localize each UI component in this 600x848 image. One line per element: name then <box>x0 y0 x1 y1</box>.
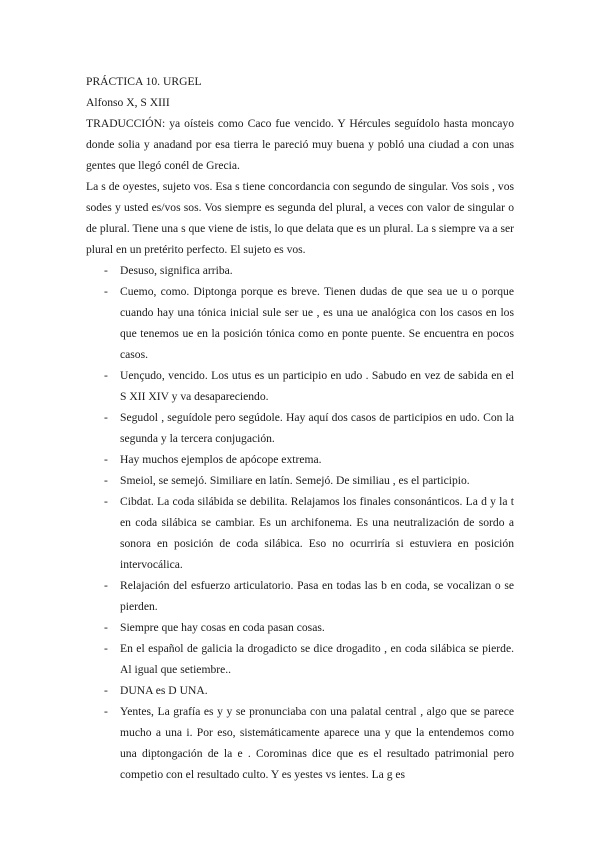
list-item-text: Desuso, significa arriba. <box>120 264 233 277</box>
bullet-dash: - <box>104 285 108 298</box>
list-item <box>86 470 514 491</box>
list-item-text: DUNA es D UNA. <box>120 684 208 697</box>
bullet-dash: - <box>104 684 108 697</box>
bullet-dash: - <box>104 474 108 487</box>
bullet-dash: - <box>104 264 108 277</box>
list-item <box>86 365 514 407</box>
list-item-text: Cuemo, como. Diptonga porque es breve. Tienen dudas de que sea ue u o porque cuando hay una tónica inicial sule ser ue , es una ue analógica con los casos en los que tenemos ue en la posición tónica como en ponte puente. Se encuentra en pocos casos. <box>120 285 514 361</box>
list-item-text: Smeiol, se semejó. Similiare en latín. Semejó. De similiau , es el participio. <box>120 474 470 487</box>
document-title: PRÁCTICA 10. URGEL <box>86 75 202 88</box>
list-item <box>86 281 514 365</box>
list-item <box>86 638 514 680</box>
list-item-text: Relajación del esfuerzo articulatorio. Pasa en todas las b en coda, se vocalizan o se pierden. <box>120 579 514 613</box>
list-item-text: Hay muchos ejemplos de apócope extrema. <box>120 453 322 466</box>
intro-paragraph: La s de oyestes, sujeto vos. Esa s tiene concordancia con segundo de singular. Vos sois , vos sodes y usted es/vos sos. Vos siempre es segunda del plural, a veces con valor de singular o de plural. Tiene una s que viene de istis, lo que delata que es un plural. La s siempre va a ser plural en un pretérito perfecto. El sujeto es vos. <box>86 180 514 256</box>
list-item <box>86 701 514 785</box>
list-item <box>86 575 514 617</box>
list-item-text: Segudol , seguídole pero segúdole. Hay aquí dos casos de participios en udo. Con la segunda y la tercera conjugación. <box>120 411 514 445</box>
list-item <box>86 491 514 575</box>
list-item-text: Cibdat. La coda silábida se debilita. Relajamos los finales consonánticos. La d y la t en coda silábica se cambiar. Es un archifonema. Es una neutralización de sordo a sonora en posición de coda silábica. Eso no ocurriría si estuviera en posición intervocálica. <box>120 495 514 571</box>
document-page <box>86 71 514 785</box>
bullet-dash: - <box>104 579 108 592</box>
list-item <box>86 449 514 470</box>
bullet-dash: - <box>104 705 108 718</box>
list-item-text: En el español de galicia la drogadicto se dice drogadito , en coda silábica se pierde. Al igual que setiembre.. <box>120 642 514 676</box>
bullet-dash: - <box>104 411 108 424</box>
translation-paragraph: TRADUCCIÓN: ya oísteis como Caco fue vencido. Y Hércules seguídolo hasta moncayo donde solia y anadand por esa tierra le pareció muy buena y pobló una ciudad a con unas gentes que llegó conél de Grecia. <box>86 117 514 172</box>
list-item-text: Siempre que hay cosas en coda pasan cosas. <box>120 621 325 634</box>
bullet-dash: - <box>104 453 108 466</box>
document-subtitle: Alfonso X, S XIII <box>86 96 170 109</box>
list-item-text: Uençudo, vencido. Los utus es un participio en udo . Sabudo en vez de sabida en el S XII XIV y va desapareciendo. <box>120 369 514 403</box>
list-item <box>86 680 514 701</box>
bullet-dash: - <box>104 642 108 655</box>
notes-list <box>86 260 514 785</box>
list-item <box>86 407 514 449</box>
bullet-dash: - <box>104 621 108 634</box>
bullet-dash: - <box>104 369 108 382</box>
list-item <box>86 617 514 638</box>
list-item-text: Yentes, La grafía es y y se pronunciaba con una palatal central , algo que se parece mucho a una i. Por eso, sistemáticamente aparece una y que la entendemos como una diptongación de la e . Corominas dice que es el resultado patrimonial pero competio con el resultado culto. Y es yestes vs ientes. La g es <box>120 705 514 781</box>
bullet-dash: - <box>104 495 108 508</box>
list-item <box>86 260 514 281</box>
